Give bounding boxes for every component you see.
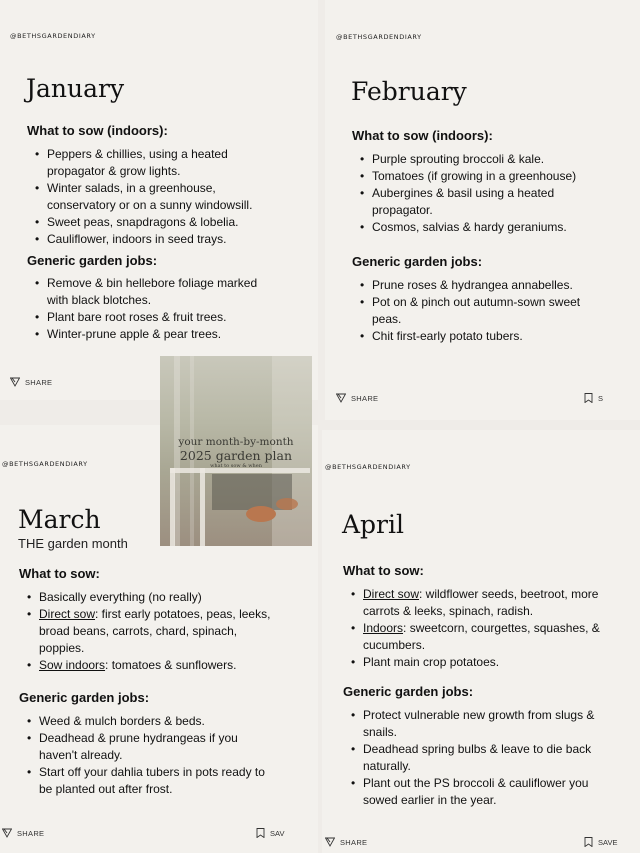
- list-item: • Deadhead & prune hydrangeas if you haven't already.: [27, 730, 267, 764]
- sow-heading: What to sow:: [19, 566, 100, 581]
- list-item: • Sow indoors: tomatoes & sunflowers.: [27, 657, 272, 674]
- list-item: • Direct sow: first early potatoes, peas, leeks, broad beans, carrots, chard, spinach, poppies.: [27, 606, 272, 657]
- list-item: • Basically everything (no really): [27, 589, 272, 606]
- month-title: April: [342, 510, 404, 539]
- share-icon: [325, 837, 335, 847]
- list-item: • Cosmos, salvias & hardy geraniums.: [360, 219, 605, 236]
- account-handle: @BETHSGARDENDIARY: [336, 33, 422, 41]
- month-title: February: [351, 77, 467, 106]
- share-button[interactable]: [10, 377, 52, 387]
- april-card: [322, 430, 640, 853]
- share-icon: [336, 393, 346, 403]
- list-item: • Winter salads, in a greenhouse, conservatory or on a sunny windowsill.: [35, 180, 275, 214]
- jobs-heading: Generic garden jobs:: [27, 253, 158, 268]
- list-item: • Aubergines & basil using a heated propagator.: [360, 185, 605, 219]
- photo-title-line2: 2025 garden plan: [179, 448, 293, 463]
- share-label: SHARE: [25, 377, 53, 387]
- account-handle: @BETHSGARDENDIARY: [10, 32, 96, 40]
- sow-list: [360, 151, 605, 236]
- greenhouse-photo: [160, 356, 312, 546]
- february-card: [325, 0, 640, 420]
- month-title: March: [18, 505, 101, 534]
- share-icon: [2, 828, 12, 838]
- bookmark-icon: [256, 828, 265, 838]
- january-card: [0, 0, 318, 400]
- share-button[interactable]: [2, 828, 44, 838]
- month-title: January: [26, 74, 125, 103]
- jobs-list: [27, 713, 267, 798]
- list-item: • Start off your dahlia tubers in pots ready to be planted out after frost.: [27, 764, 267, 798]
- sow-method-label: Direct sow: [363, 587, 420, 601]
- sow-method-label: Indoors: [363, 621, 404, 635]
- list-item: • Indoors: sweetcorn, courgettes, squashes, & cucumbers.: [351, 620, 606, 654]
- jobs-list: [35, 275, 275, 343]
- sow-method-label: Direct sow: [39, 607, 96, 621]
- list-item: • Tomatoes (if growing in a greenhouse): [360, 168, 605, 185]
- jobs-heading: Generic garden jobs:: [352, 254, 483, 269]
- sow-method-label: Sow indoors: [39, 658, 106, 672]
- share-button[interactable]: [336, 393, 378, 403]
- list-item: • Plant bare root roses & fruit trees.: [35, 309, 275, 326]
- list-item: • Remove & bin hellebore foliage marked with black blotches.: [35, 275, 275, 309]
- bookmark-icon: [584, 393, 593, 403]
- save-button[interactable]: [584, 837, 617, 847]
- share-label: SHARE: [351, 393, 379, 403]
- account-handle: @BETHSGARDENDIARY: [2, 460, 88, 468]
- sow-list: [35, 146, 275, 248]
- list-item: • Cauliflower, indoors in seed trays.: [35, 231, 275, 248]
- share-label: SHARE: [17, 828, 45, 838]
- month-subtitle: THE garden month: [18, 536, 128, 551]
- sow-heading: What to sow (indoors):: [352, 128, 493, 143]
- sow-heading: What to sow (indoors):: [27, 123, 168, 138]
- list-item: • Deadhead spring bulbs & leave to die back naturally.: [351, 741, 601, 775]
- sow-list: [351, 586, 606, 671]
- list-item: • Direct sow: wildflower seeds, beetroot, more carrots & leeks, spinach, radish.: [351, 586, 606, 620]
- sow-list: [27, 589, 272, 674]
- list-item: • Protect vulnerable new growth from slugs & snails.: [351, 707, 601, 741]
- photo-title-line1: your month-by-month: [178, 436, 294, 448]
- list-item: • Pot on & pinch out autumn-sown sweet peas.: [360, 294, 605, 328]
- jobs-heading: Generic garden jobs:: [19, 690, 150, 705]
- list-item: • Purple sprouting broccoli & kale.: [360, 151, 605, 168]
- account-handle: @BETHSGARDENDIARY: [325, 463, 411, 471]
- save-button[interactable]: [256, 828, 284, 838]
- save-label: SAVE: [598, 837, 618, 847]
- jobs-list: [360, 277, 605, 345]
- share-icon: [10, 377, 20, 387]
- save-label: SAV: [270, 828, 285, 838]
- list-item: • Peppers & chillies, using a heated propagator & grow lights.: [35, 146, 275, 180]
- list-item: • Chit first-early potato tubers.: [360, 328, 605, 345]
- bookmark-icon: [584, 837, 593, 847]
- list-item: • Winter-prune apple & pear trees.: [35, 326, 275, 343]
- photo-title-line3: what to sow & when: [210, 463, 262, 469]
- share-label: SHARE: [340, 837, 368, 847]
- sow-heading: What to sow:: [343, 563, 424, 578]
- list-item: • Prune roses & hydrangea annabelles.: [360, 277, 605, 294]
- list-item: • Sweet peas, snapdragons & lobelia.: [35, 214, 275, 231]
- list-item: • Plant out the PS broccoli & cauliflower you sowed earlier in the year.: [351, 775, 601, 809]
- jobs-list: [351, 707, 601, 809]
- save-button[interactable]: [584, 393, 603, 403]
- save-label: S: [598, 393, 604, 403]
- list-item: • Plant main crop potatoes.: [351, 654, 606, 671]
- list-item: • Weed & mulch borders & beds.: [27, 713, 267, 730]
- share-button[interactable]: [325, 837, 367, 847]
- jobs-heading: Generic garden jobs:: [343, 684, 474, 699]
